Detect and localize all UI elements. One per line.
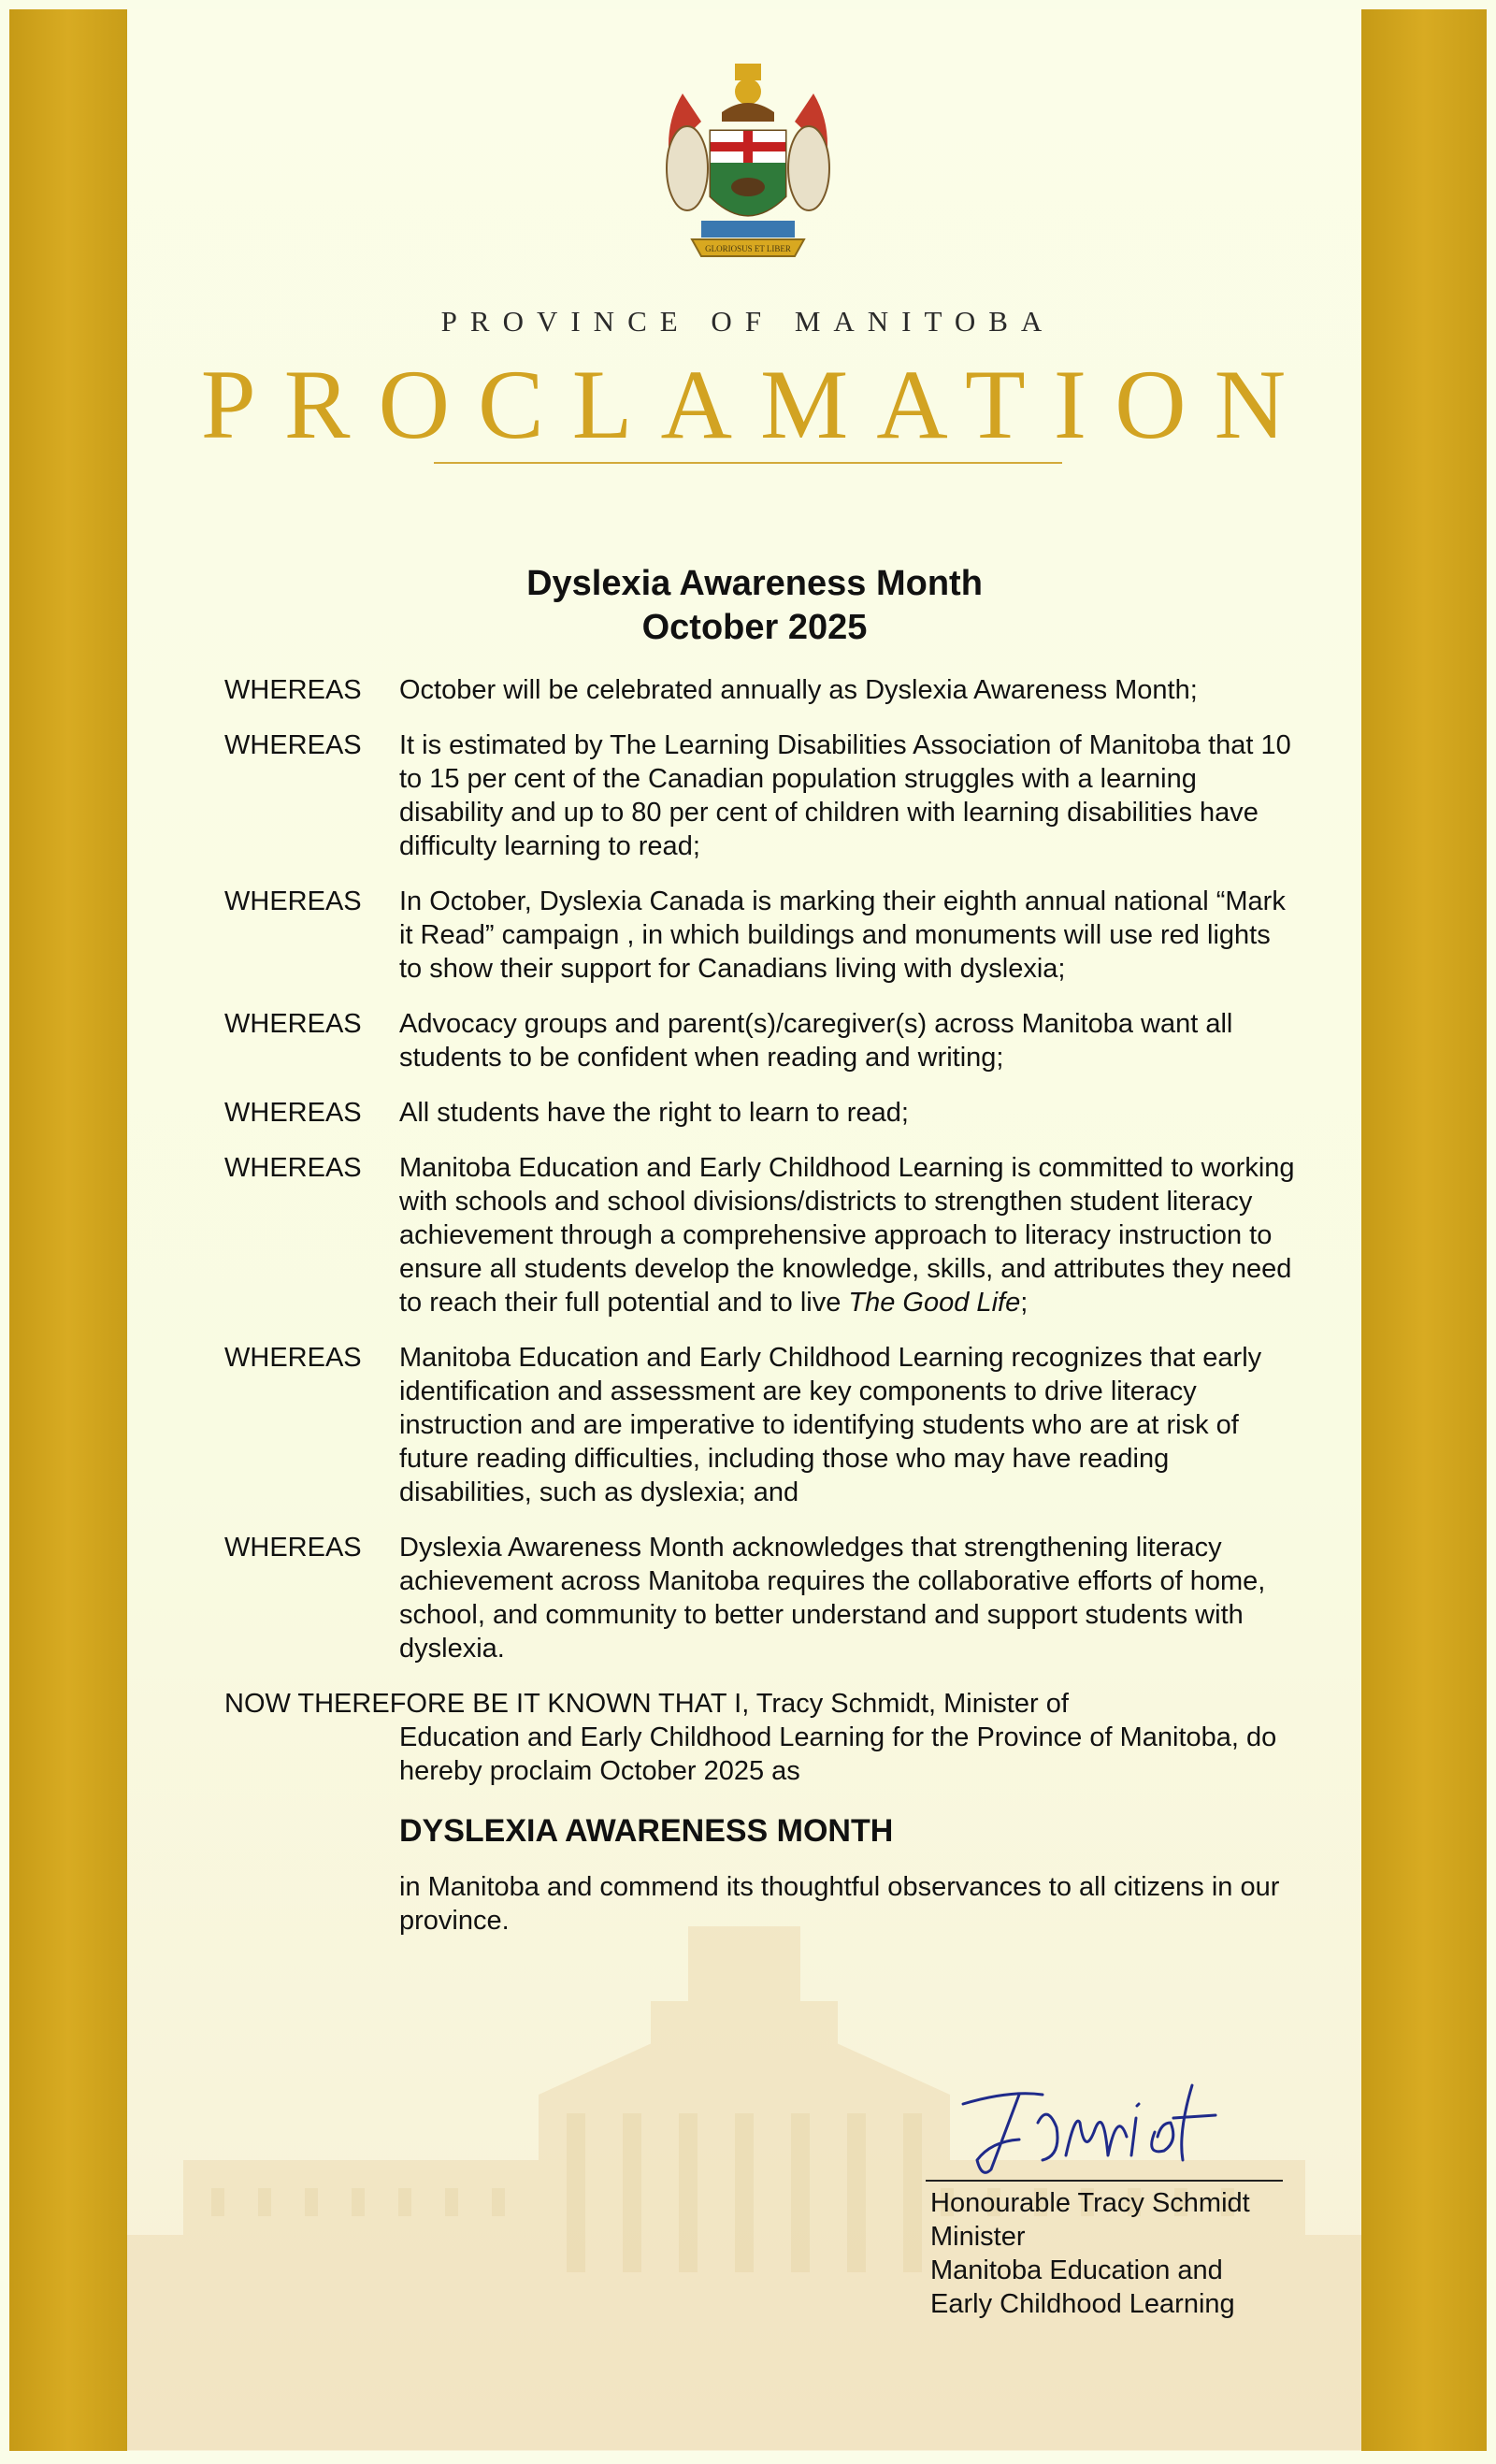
whereas-clause — [224, 1007, 1300, 1074]
proclamation-title — [0, 562, 1496, 650]
title-line-1: Dyslexia Awareness Month — [526, 564, 983, 603]
whereas-keyword: WHEREAS — [224, 675, 362, 705]
final-paragraph: in Manitoba and commend its thoughtful observances to all citizens in our province. — [399, 1872, 1280, 1936]
signer-block — [930, 2186, 1250, 2321]
signer-role: Minister — [930, 2222, 1026, 2252]
proclamation-body — [224, 673, 1300, 1938]
whereas-keyword: WHEREAS — [224, 886, 362, 916]
signer-dept-line-1: Manitoba Education and — [930, 2255, 1223, 2285]
good-life-italic: The Good Life — [848, 1288, 1021, 1318]
title-line-2: October 2025 — [641, 608, 868, 647]
whereas-clause — [224, 1341, 1300, 1509]
signer-name: Honourable Tracy Schmidt — [930, 2188, 1250, 2218]
whereas-clause — [224, 728, 1300, 863]
whereas-keyword: WHEREAS — [224, 1153, 362, 1183]
whereas-keyword: WHEREAS — [224, 1343, 362, 1373]
whereas-clause — [224, 1151, 1300, 1319]
signature-line — [926, 2180, 1283, 2182]
now-therefore-rest: Education and Early Childhood Learning for the Province of Manitoba, do hereby proclaim October 2025 as — [399, 1722, 1277, 1786]
whereas-clause — [224, 1531, 1300, 1665]
clause-text: October will be celebrated annually as Dyslexia Awareness Month; — [399, 675, 1198, 705]
clause-text: Advocacy groups and parent(s)/caregiver(s) across Manitoba want all students to be confident when reading and writing; — [399, 1009, 1233, 1073]
whereas-clause — [224, 885, 1300, 986]
whereas-clause — [224, 1096, 1300, 1130]
declared-observance: DYSLEXIA AWARENESS MONTH — [399, 1813, 894, 1849]
whereas-clause — [224, 673, 1300, 707]
clause-text: All students have the right to learn to read; — [399, 1098, 909, 1128]
signer-dept-line-2: Early Childhood Learning — [930, 2289, 1235, 2319]
crest-motto: GLORIOSUS ET LIBER — [705, 244, 791, 253]
clause-text: Manitoba Education and Early Childhood Learning recognizes that early identification and assessment are key components to drive literacy instruction and are imperative to identifying students who are at risk of future reading difficulties, including those who may have reading disabilities, such as dyslexia; and — [399, 1343, 1262, 1507]
whereas-keyword: WHEREAS — [224, 1009, 362, 1039]
manitoba-coat-of-arms-icon — [645, 56, 851, 281]
proclamation-heading: PROCLAMATION — [200, 350, 1315, 459]
now-therefore-paragraph — [224, 1687, 1300, 1788]
whereas-keyword: WHEREAS — [224, 1533, 362, 1563]
clause-text — [399, 1151, 1300, 1319]
clause-text: It is estimated by The Learning Disabilities Association of Manitoba that 10 to 15 per cent of the Canadian population struggles with a learning disability and up to 80 per cent of children with learning disabilities have difficulty learning to read; — [399, 730, 1291, 861]
clause-text: In October, Dyslexia Canada is marking their eighth annual national “Mark it Read” campaign , in which buildings and monuments will use red lights to show their support for Canadians living with dyslexia; — [399, 886, 1286, 984]
handwritten-signature — [954, 2067, 1234, 2188]
clause-end-punctuation: ; — [1020, 1288, 1028, 1318]
whereas-keyword: WHEREAS — [224, 1098, 362, 1128]
now-therefore-lead: NOW THEREFORE BE IT KNOWN THAT I, Tracy Schmidt, Minister of — [224, 1689, 1069, 1719]
clause-main-text: Manitoba Education and Early Childhood Learning is committed to working with schools and school divisions/districts to strengthen student literacy achievement through a comprehensive approach to literacy instruction to ensure all students develop the knowledge, skills, and attributes they need to reach their full potential and to live — [399, 1153, 1295, 1318]
clause-text: Dyslexia Awareness Month acknowledges that strengthening literacy achievement across Manitoba requires the collaborative efforts of home, school, and community to better understand and support students with dyslexia. — [399, 1533, 1266, 1664]
title-divider — [434, 462, 1062, 464]
whereas-keyword: WHEREAS — [224, 730, 362, 760]
province-heading: PROVINCE OF MANITOBA — [440, 305, 1056, 338]
